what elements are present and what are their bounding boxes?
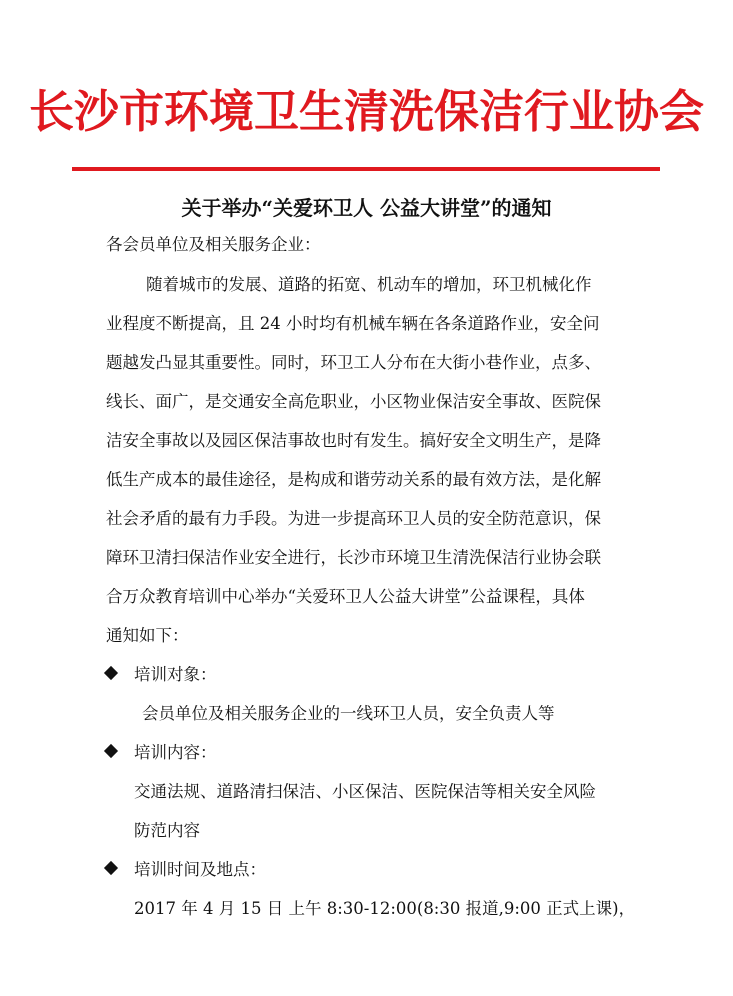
paragraph-line: 洁安全事故以及园区保洁事故也时有发生。搞好安全文明生产，是降 [106,431,601,450]
paragraph-line: 通知如下： [106,626,189,645]
section-detail: 交通法规、道路清扫保洁、小区保洁、医院保洁等相关安全风险 [134,782,596,801]
notice-title: 关于举办“关爱环卫人 公益大讲堂”的通知 [181,196,552,220]
section-content [106,741,646,858]
section-detail: 2017 年 4 月 15 日 上午 8:30-12:00(8:30 报道,9:00 正式上课)， [134,899,636,918]
section-detail: 防范内容 [134,821,200,840]
body-paragraph [106,273,630,663]
paragraph-line: 低生产成本的最佳途径，是构成和谐劳动关系的最有效方法，是化解 [106,470,601,489]
section-detail: 会员单位及相关服务企业的一线环卫人员，安全负责人等 [142,704,555,723]
section-heading-row [106,741,646,780]
section-heading: 培训时间及地点： [134,860,266,879]
letterhead-title: 长沙市环境卫生清洗保洁行业协会 [28,85,704,138]
section-heading: 培训内容： [134,743,217,762]
section-trainees [106,663,646,741]
section-time-place [106,858,646,936]
paragraph-line: 社会矛盾的最有力手段。为进一步提高环卫人员的安全防范意识，保 [106,509,601,528]
paragraph-line: 业程度不断提高，且 24 小时均有机械车辆在各条道路作业，安全问 [106,314,600,333]
paragraph-line: 题越发凸显其重要性。同时，环卫工人分布在大街小巷作业，点多、 [106,353,601,372]
diamond-bullet-icon [104,666,118,680]
paragraph-line: 合万众教育培训中心举办“关爱环卫人公益大讲堂”公益课程，具体 [106,587,585,606]
paragraph-line: 线长、面广，是交通安全高危职业，小区物业保洁安全事故、医院保 [106,392,601,411]
salutation: 各会员单位及相关服务企业： [106,235,321,254]
diamond-bullet-icon [104,861,118,875]
paragraph-line: 随着城市的发展、道路的拓宽、机动车的增加，环卫机械化作 [146,275,592,294]
paragraph-line: 障环卫清扫保洁作业安全进行，长沙市环境卫生清洗保洁行业协会联 [106,548,601,567]
section-heading: 培训对象： [134,665,217,684]
diamond-bullet-icon [104,744,118,758]
section-heading-row [106,663,646,702]
letterhead-red-rule [72,167,660,171]
section-heading-row [106,858,646,897]
